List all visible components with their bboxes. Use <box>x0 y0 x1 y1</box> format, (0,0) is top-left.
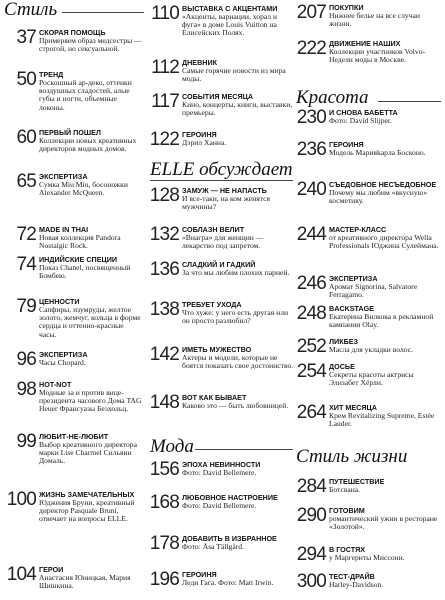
entry-text <box>326 506 443 531</box>
page-number: 110 <box>151 3 179 24</box>
page-number: 136 <box>149 259 179 280</box>
section-divider <box>150 180 293 181</box>
page-number: 98 <box>16 379 36 400</box>
page-number: 300 <box>296 571 326 592</box>
entry-description: Коллекции участников Volvo-Недели моды в Москве. <box>329 47 426 65</box>
entry-text <box>179 4 297 38</box>
entry-description: Сумка Miu Miu, босоножки Alexander McQueen. <box>39 180 128 198</box>
page-number: 117 <box>151 91 179 112</box>
entry-heading: ДОСЬЕ <box>329 362 355 371</box>
entry-description: Harley-Davidson. <box>329 580 384 589</box>
entry-description: у Маргериты Миссони. <box>329 553 405 562</box>
toc-entry <box>293 403 443 428</box>
page-number: 37 <box>16 27 36 48</box>
toc-entry <box>293 304 443 329</box>
section-divider <box>62 12 144 13</box>
entry-text <box>326 403 443 428</box>
page-number: 50 <box>16 69 36 90</box>
section-title-style: Стиль <box>4 0 58 20</box>
entry-text <box>326 140 443 157</box>
entry-text <box>36 490 142 524</box>
entry-text <box>36 255 142 280</box>
entry-text <box>179 460 297 477</box>
toc-entry <box>293 506 443 531</box>
entry-text <box>179 92 297 117</box>
entry-text <box>179 300 297 325</box>
entry-description: Фото: David Bellemere. <box>182 468 257 477</box>
page-number: 178 <box>149 533 179 554</box>
entry-description: Каково это — быть любовницей. <box>182 401 289 410</box>
toc-entry <box>2 297 142 339</box>
toc-entry <box>2 565 142 590</box>
entry-description: Что хуже: у него есть другая или он просто разлюбил? <box>182 308 289 326</box>
toc-entry <box>2 350 142 369</box>
page-number: 148 <box>149 392 179 413</box>
toc-entry <box>2 28 142 53</box>
entry-text <box>179 186 297 211</box>
entry-description: Самые горячие новости из мира моды. <box>182 66 286 84</box>
entry-text <box>326 362 443 387</box>
entry-text <box>36 172 142 197</box>
page-number: 72 <box>16 224 36 245</box>
page-number: 132 <box>149 224 179 245</box>
page-number: 138 <box>149 299 179 320</box>
entry-description: Екатерина Вилкова в рекламной кампании Olay. <box>329 312 434 330</box>
entry-heading: ЭКСПЕРТИЗА <box>329 274 378 283</box>
entry-text <box>326 3 443 28</box>
entry-heading: ИМЕТЬ МУЖЕСТВО <box>182 345 252 354</box>
entry-heading: СОБЫТИЯ МЕСЯЦА <box>182 92 254 101</box>
page-number: 168 <box>149 492 179 513</box>
entry-text <box>179 260 297 277</box>
entry-description: Новая коллекция Pandora Nostalgic Rock. <box>39 233 121 251</box>
page-number: 156 <box>149 459 179 480</box>
toc-entry <box>293 274 443 299</box>
entry-description: Кино, концерты, книги, выставки, премьеры. <box>182 100 293 118</box>
entry-heading: ГЕРОИНЯ <box>182 570 217 579</box>
entry-heading: ДОБАВИТЬ В ИЗБРАННОЕ <box>182 534 277 543</box>
toc-entry <box>293 477 443 496</box>
entry-heading: ЭПОХА НЕВИННОСТИ <box>182 460 261 469</box>
toc-entry <box>293 362 443 387</box>
entry-text <box>36 565 142 590</box>
entry-description: романтический ужин в ресторане «Золотой». <box>329 514 438 532</box>
toc-entry <box>293 545 443 564</box>
toc-entry <box>293 108 443 127</box>
page-number: 244 <box>296 224 326 245</box>
entry-heading: В ГОСТЯХ <box>329 545 366 554</box>
entry-heading: ЛЮБИТ-НЕ-ЛЮБИТ <box>39 432 109 441</box>
entry-heading: ИНДИЙСКИЕ СПЕЦИИ <box>39 255 118 264</box>
entry-text <box>36 432 142 466</box>
entry-heading: BACKSTAGE <box>329 304 374 313</box>
page-number: 207 <box>296 2 326 23</box>
entry-text <box>179 345 297 370</box>
page-number: 99 <box>16 431 36 452</box>
toc-entry <box>147 92 297 117</box>
entry-text <box>36 28 142 53</box>
entry-heading: ЭКСПЕРТИЗА <box>39 350 88 359</box>
entry-heading: ТРЕБУЕТ УХОДА <box>182 300 242 309</box>
page-number: 104 <box>6 564 36 585</box>
entry-heading: ЖИЗНЬ ЗАМЕЧАТЕЛЬНЫХ <box>39 490 135 499</box>
page-number: 112 <box>151 57 179 78</box>
entry-description: «Виагра» для женщин — лекарство под запретом. <box>182 233 264 251</box>
entry-heading: ЛИКБЕЗ <box>329 337 359 346</box>
toc-entry <box>293 140 443 159</box>
entry-description: Крем Revitalizing Supreme, Estée Lauder. <box>329 411 435 429</box>
page-number: 122 <box>149 129 179 150</box>
entry-text <box>326 572 443 589</box>
toc-entry <box>147 534 297 553</box>
toc-entry <box>2 380 142 414</box>
entry-text <box>326 108 443 125</box>
entry-description: Выбор креативного директора марки Lise Charmel Сильвии Домаль. <box>39 440 137 466</box>
entry-description: Роскошный ар-деко, оттенки воздушных сладостей, алые губы и ногти, объемные локоны. <box>39 78 132 112</box>
page-number: 248 <box>296 303 326 324</box>
entry-description: Модные за и против вице-президента часового Дома TAG Heuer Франсуазы Безхольц. <box>39 388 142 414</box>
toc-entry <box>147 393 297 412</box>
entry-text <box>179 58 297 83</box>
toc-entry <box>147 345 297 370</box>
entry-description: Модель Марияkapла Босконо. <box>329 148 426 157</box>
entry-description: Сапфиры, изумруды, желтое золото, жемчуг, кольца в форме сердца и оттенно-красные часы. <box>39 305 141 339</box>
entry-description: Леди Гага. Фото: Matt Irwin. <box>182 578 274 587</box>
entry-text <box>326 545 443 562</box>
toc-entry <box>2 172 142 197</box>
page-number: 254 <box>296 361 326 382</box>
toc-entry <box>147 260 297 279</box>
entry-description: Коллекции новых креативных директоров модных домов. <box>39 136 137 154</box>
entry-text <box>179 534 297 551</box>
toc-entry <box>2 432 142 466</box>
entry-heading: ЭКСПЕРТИЗА <box>39 172 88 181</box>
entry-description: от креативного директора Wella Professionals Юджина Сулеймана. <box>329 233 439 251</box>
toc-entry <box>293 39 443 64</box>
toc-entry <box>293 180 443 205</box>
entry-heading: ГОТОВИМ <box>329 506 365 515</box>
section-title-fashion: Мода <box>150 436 194 457</box>
page-number: 142 <box>149 344 179 365</box>
toc-entry <box>293 3 443 28</box>
entry-heading: ВОТ КАК БЫВАЕТ <box>182 393 247 402</box>
entry-description: Ботсвана. <box>329 485 361 494</box>
toc-entry <box>147 186 297 211</box>
entry-heading: СКОРАЯ ПОМОЩЬ <box>39 28 106 37</box>
entry-text <box>179 130 297 147</box>
toc-entry <box>2 225 142 250</box>
entry-text <box>36 380 142 414</box>
entry-description: Фото: David Slijper. <box>329 116 392 125</box>
entry-heading: ВЫСТАВКА С АКЦЕНТАМИ <box>182 4 278 13</box>
toc-entry <box>147 225 297 250</box>
entry-heading: ГЕРОИ <box>39 565 64 574</box>
section-divider <box>195 449 293 450</box>
entry-text <box>326 39 443 64</box>
entry-heading: ПЕРВЫЙ ПОШЕЛ <box>39 128 101 137</box>
toc-entry <box>293 572 443 591</box>
page-number: 284 <box>296 476 326 497</box>
toc-entry <box>147 4 297 38</box>
entry-description: Нижнее белье на все случаи жизни. <box>329 11 420 29</box>
entry-heading: MADE IN THAI <box>39 225 89 234</box>
entry-description: Юджения Бруни, креативный директор Pasquale Bruni, отвечает на вопросы ELLE. <box>39 498 135 524</box>
entry-text <box>179 493 297 510</box>
entry-description: Аромат Signorina, Salvatore Ferragamo. <box>329 282 418 300</box>
entry-heading: ГЕРОИНЯ <box>182 130 217 139</box>
entry-heading: ЦЕННОСТИ <box>39 297 80 306</box>
entry-heading: ЗАМУЖ — НЕ НАПАСТЬ <box>182 186 267 195</box>
entry-heading: ПОКУПКИ <box>329 3 364 12</box>
entry-description: Актеры и модели, которые не боятся показать свое достоинство. <box>182 353 294 371</box>
entry-description: Анастасия Юницкая, Мария Шишкина. <box>39 573 131 591</box>
entry-heading: ХИТ МЕСЯЦА <box>329 403 377 412</box>
toc-entry <box>147 130 297 149</box>
entry-heading: СЛАДКИЙ И ГАДКИЙ <box>182 260 256 269</box>
toc-entry <box>147 570 297 589</box>
section-title-lifestyle: Стиль жизни <box>296 446 408 467</box>
toc-entry <box>2 128 142 153</box>
entry-heading: ТРЕНД <box>39 70 64 79</box>
entry-description: И все-таки, на ком женятся мужчины? <box>182 194 270 212</box>
entry-description: Примеряем образ медсестры — строгой, но сексуальной. <box>39 36 142 54</box>
entry-description: Секреты красоты актрисы Элизабет Хёрли. <box>329 370 414 388</box>
entry-heading: ЛЮБОВНОЕ НАСТРОЕНИЕ <box>182 493 278 502</box>
entry-heading: МАСТЕР-КЛАСС <box>329 225 387 234</box>
page-number: 290 <box>296 505 326 526</box>
entry-heading: ПУТЕШЕСТВИЕ <box>329 477 385 486</box>
entry-heading: ДВИЖЕНИЕ НАШИХ <box>329 39 401 48</box>
page-number: 60 <box>16 127 36 148</box>
entry-description: Фото: David Bellemere. <box>182 501 257 510</box>
entry-description: Фото: Åsa Tällgård. <box>182 542 244 551</box>
toc-entry <box>293 225 443 250</box>
entry-heading: СЪЕДОБНОЕ НЕСЪЕДОБНОЕ <box>329 180 437 189</box>
entry-text <box>326 274 443 299</box>
entry-description: За что мы любим плохих парней. <box>182 268 290 277</box>
toc-entry <box>147 493 297 512</box>
entry-text <box>179 393 297 410</box>
section-title-beauty: Красота <box>296 87 369 108</box>
entry-heading: ТЕСТ-ДРАЙВ <box>329 572 375 581</box>
toc-entry <box>2 255 142 280</box>
page-number: 264 <box>296 402 326 423</box>
page-number: 236 <box>296 139 326 160</box>
entry-heading: И СНОВА БАБЕТТА <box>329 108 398 117</box>
entry-heading: СОБЛАЗН ВЕЛИТ <box>182 225 245 234</box>
entry-heading: ГЕРОИНЯ <box>329 140 364 149</box>
entry-text <box>326 225 443 250</box>
page-number: 222 <box>296 38 326 59</box>
entry-text <box>179 225 297 250</box>
page-number: 196 <box>149 569 179 590</box>
entry-text <box>36 297 142 339</box>
entry-text <box>36 350 142 367</box>
entry-description: Почему мы любим «вкусную» косметику. <box>329 188 428 206</box>
page-number: 252 <box>296 336 326 357</box>
entry-text <box>179 570 297 587</box>
entry-heading: HOT-NOT <box>39 380 72 389</box>
entry-text <box>36 128 142 153</box>
page-number: 65 <box>16 171 36 192</box>
page-number: 74 <box>16 254 36 275</box>
entry-text <box>326 477 443 494</box>
toc-entry <box>2 70 142 112</box>
entry-text <box>326 304 443 329</box>
entry-description: Масла для укладки волос. <box>329 345 414 354</box>
page-number: 230 <box>296 107 326 128</box>
entry-text <box>326 337 443 354</box>
toc-entry <box>293 337 443 356</box>
entry-text <box>36 225 142 250</box>
entry-text <box>36 70 142 112</box>
toc-entry <box>147 460 297 479</box>
section-title-elle-discusses: ELLE обсуждает <box>150 159 293 180</box>
entry-description: Дэрил Ханна. <box>182 138 227 147</box>
entry-description: Показ Chanel, посвященный Бомбею. <box>39 263 131 281</box>
toc-entry <box>147 300 297 325</box>
page-number: 96 <box>16 349 36 370</box>
entry-description: Часы Chopard. <box>39 358 86 367</box>
page-number: 128 <box>149 185 179 206</box>
page-number: 294 <box>296 544 326 565</box>
page-number: 100 <box>6 489 36 510</box>
page-number: 79 <box>16 296 36 317</box>
entry-heading: ДНЕВНИК <box>182 58 218 67</box>
toc-entry <box>2 490 142 524</box>
entry-description: «Акценты, вариации, хорал и фуга» в доме Louis Vuitton на Елисейских Полях. <box>182 12 278 38</box>
toc-entry <box>147 58 297 83</box>
page-number: 246 <box>296 273 326 294</box>
entry-text <box>326 180 443 205</box>
page-number: 240 <box>296 179 326 200</box>
section-divider <box>378 101 441 102</box>
